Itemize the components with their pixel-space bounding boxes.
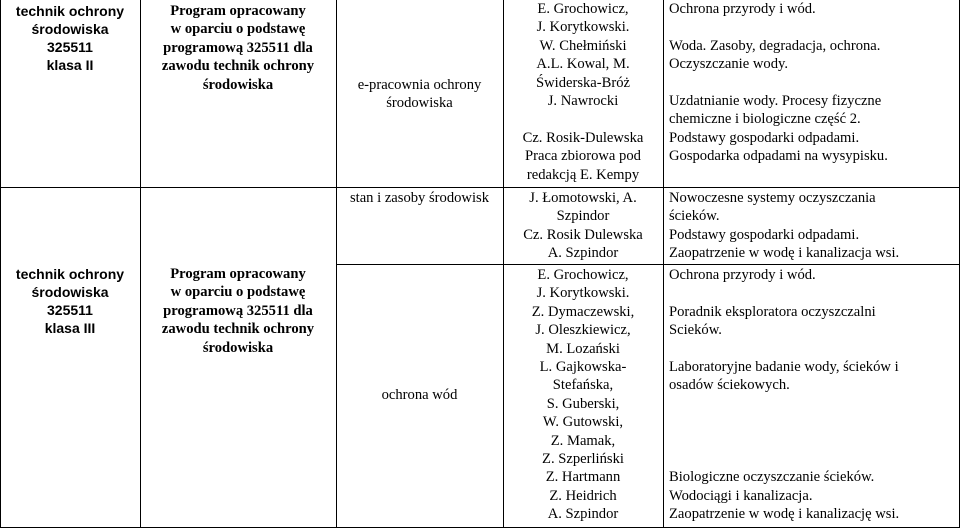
author-line: J. Łomotowski, A. xyxy=(529,190,637,206)
author-line: S. Guberski, xyxy=(546,395,620,412)
program-line: programową 325511 dla xyxy=(163,302,313,319)
titles-cell xyxy=(669,0,957,166)
subject-line: ochrona wód xyxy=(381,387,458,403)
class-name-line: 325511 xyxy=(47,302,93,318)
title-line: Zaopatrzenie w wodę i kanalizację wsi. xyxy=(669,506,900,523)
author-line: Szpindor xyxy=(556,208,610,225)
class-name-cell xyxy=(0,265,140,337)
title-line: osadów ściekowych. xyxy=(669,377,790,394)
title-line xyxy=(669,395,957,413)
program-line: w oparciu o podstawę xyxy=(170,21,306,38)
title-line: Nowoczesne systemy oczyszczania xyxy=(669,190,876,206)
subject-cell xyxy=(336,189,503,207)
title-line xyxy=(669,450,957,468)
author-line: A. Szpindor xyxy=(547,245,619,262)
author-line: W. Chełmiński xyxy=(539,37,627,54)
title-line: Poradnik eksploratora oczyszczalni xyxy=(669,303,876,320)
program-line: środowiska xyxy=(202,339,274,356)
title-line xyxy=(669,340,957,358)
class-name-line: klasa II xyxy=(46,57,94,73)
class-name-line: technik ochrony xyxy=(15,3,125,19)
class-name-line: środowiska xyxy=(31,21,109,37)
title-line: Podstawy gospodarki odpadami. xyxy=(669,129,860,146)
title-line xyxy=(669,18,957,36)
title-line: Podstawy gospodarki odpadami. xyxy=(669,226,860,243)
class-name-cell xyxy=(0,2,140,74)
author-line: J. Korytkowski. xyxy=(536,285,630,302)
titles-cell xyxy=(669,266,957,524)
author-line: Z. Szperliński xyxy=(542,451,624,468)
subject-cell xyxy=(336,386,503,404)
authors-cell xyxy=(503,266,663,524)
program-line: zawodu technik ochrony xyxy=(161,58,315,75)
program-cell xyxy=(140,2,336,94)
title-line: Ochrona przyrody i wód. xyxy=(669,267,816,283)
grid-line xyxy=(336,264,959,265)
author-line: Stefańska, xyxy=(552,377,614,394)
title-line: Biologiczne oczyszczanie ścieków. xyxy=(669,469,875,486)
grid-line xyxy=(0,187,336,188)
author-line: Cz. Rosik-Dulewska xyxy=(522,129,644,146)
class-name-line: 325511 xyxy=(47,39,93,55)
subject-cell xyxy=(336,76,503,113)
author-line: redakcją E. Kempy xyxy=(526,166,640,183)
author-line: J. Korytkowski. xyxy=(536,19,630,36)
author-line: M. Lozański xyxy=(546,340,620,357)
author-line: J. Oleszkiewicz, xyxy=(535,322,631,339)
title-line: Laboratoryjne badanie wody, ścieków i xyxy=(669,359,899,376)
title-line: Woda. Zasoby, degradacja, ochrona. xyxy=(669,37,881,54)
title-line xyxy=(669,74,957,92)
author-line: J. Nawrocki xyxy=(547,93,619,110)
class-name-line: środowiska xyxy=(31,284,109,300)
subject-line: stan i zasoby środowisk xyxy=(349,190,490,206)
subject-line: e-pracownia ochrony xyxy=(357,77,482,93)
program-line: środowiska xyxy=(202,76,274,93)
grid-line xyxy=(0,0,1,528)
program-line: Program opracowany xyxy=(170,3,306,19)
title-line: ścieków. xyxy=(669,208,720,225)
author-line xyxy=(503,110,663,128)
author-line: A. Szpindor xyxy=(547,506,619,523)
author-line: Z. Hartmann xyxy=(545,469,621,486)
titles-cell xyxy=(669,189,957,263)
authors-cell xyxy=(503,189,663,263)
title-line: Oczyszczanie wody. xyxy=(669,56,788,73)
author-line: A.L. Kowal, M. xyxy=(536,56,630,73)
title-line: Gospodarka odpadami na wysypisku. xyxy=(669,148,888,165)
title-line xyxy=(669,413,957,431)
grid-line xyxy=(336,187,959,188)
title-line: Zaopatrzenie w wodę i kanalizacja wsi. xyxy=(669,245,900,262)
program-line: Program opracowany xyxy=(170,266,306,282)
authors-cell xyxy=(503,0,663,184)
author-line: E. Grochowicz, xyxy=(537,1,629,17)
title-line: Uzdatnianie wody. Procesy fizyczne xyxy=(669,93,882,110)
class-name-line: technik ochrony xyxy=(15,266,125,282)
author-line: Z. Heidrich xyxy=(549,487,617,504)
title-line: Scieków. xyxy=(669,322,722,339)
title-line xyxy=(669,432,957,450)
title-line xyxy=(669,284,957,302)
program-cell xyxy=(140,265,336,357)
program-line: zawodu technik ochrony xyxy=(161,321,315,338)
subject-line: środowiska xyxy=(386,95,453,112)
author-line: Świderska-Bróż xyxy=(535,74,631,91)
author-line: Z. Mamak, xyxy=(550,432,616,449)
author-line: Cz. Rosik Dulewska xyxy=(523,226,643,243)
program-line: w oparciu o podstawę xyxy=(170,284,306,301)
author-line: E. Grochowicz, xyxy=(537,267,629,283)
author-line: Praca zbiorowa pod xyxy=(525,148,641,165)
title-line: Wodociągi i kanalizacja. xyxy=(669,487,813,504)
author-line: Z. Dymaczewski, xyxy=(531,303,635,320)
program-line: programową 325511 dla xyxy=(163,39,313,56)
title-line: chemiczne i biologiczne część 2. xyxy=(669,111,861,128)
class-name-line: klasa III xyxy=(44,320,96,336)
author-line: L. Gajkowska- xyxy=(539,359,627,376)
title-line: Ochrona przyrody i wód. xyxy=(669,1,816,17)
author-line: W. Gutowski, xyxy=(542,414,624,431)
